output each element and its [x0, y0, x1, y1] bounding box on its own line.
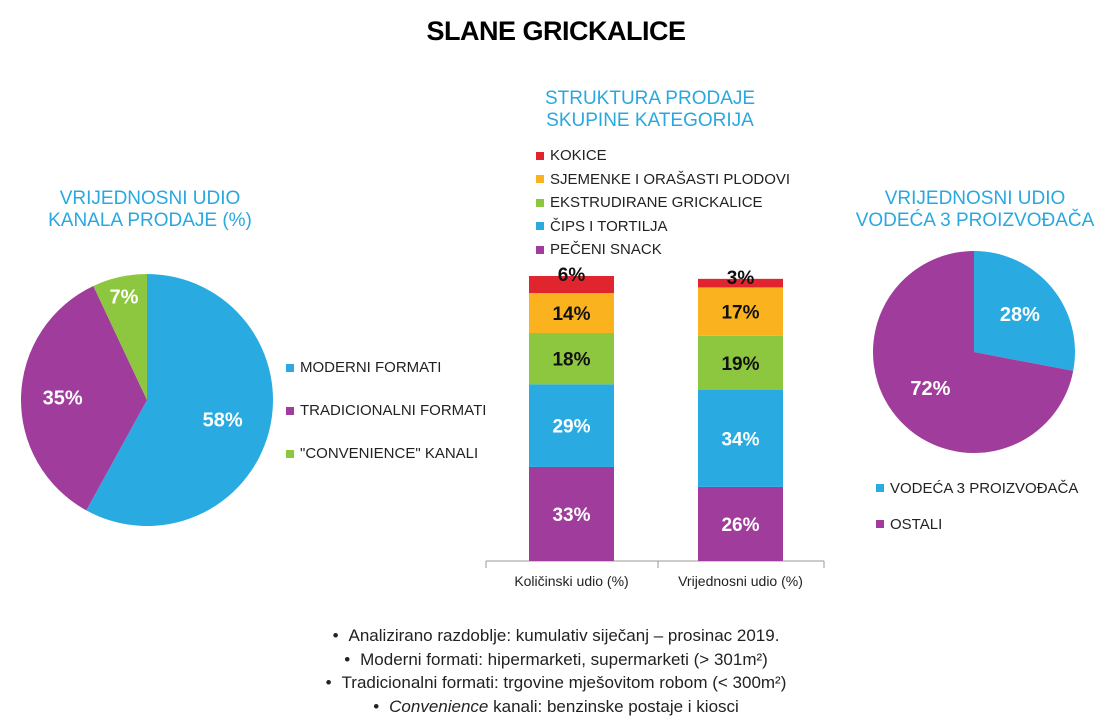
footnote-4 — [0, 695, 1112, 719]
bar-label-ips-i-tortilja-0: 29% — [552, 416, 591, 438]
footnote-text: Convenience — [389, 696, 489, 716]
producers-pie-legend-swatch — [876, 484, 884, 492]
structure-bar-legend-item-sjemenke-i-ora-asti-plodovi — [536, 168, 790, 192]
producers-pie-label-ostali: 72% — [910, 378, 951, 401]
bar-label-pe-eni-snack-0: 33% — [552, 504, 591, 526]
structure-bar-title-line-1: STRUKTURA PRODAJE — [544, 88, 756, 109]
channel-pie-label-moderni-formati: 58% — [202, 409, 243, 432]
footnotes — [0, 624, 1112, 718]
producers-pie-title-line-2: VODEĆA 3 PROIZVOĐAČA — [855, 210, 1095, 231]
bar-label-kokice-0: 6% — [557, 265, 586, 286]
structure-bar-legend-swatch — [536, 246, 544, 254]
structure-bar-legend-swatch — [536, 152, 544, 160]
channel-pie-legend-label: MODERNI FORMATI — [300, 359, 442, 376]
channel-pie-legend-item-tradicionalni-formati — [286, 389, 486, 432]
structure-bar-legend-label: KOKICE — [550, 147, 607, 165]
bar-label-sjemenke-i-ora-asti-plodovi-0: 14% — [552, 304, 591, 326]
bar-category-label-0: Količinski udio (%) — [514, 573, 629, 589]
channel-pie-label-convenience-kanali: 7% — [109, 286, 139, 309]
page-title: SLANE GRICKALICE — [426, 16, 686, 46]
channel-pie-legend-item-convenience-kanali — [286, 432, 486, 475]
channel-pie-title-line-1: VRIJEDNOSNI UDIO — [59, 188, 241, 209]
channel-pie-legend-swatch — [286, 364, 294, 372]
producers-pie-label-vode-a-3-proizvo-a-a: 28% — [999, 304, 1040, 327]
bar-label-kokice-1: 3% — [726, 267, 755, 289]
producers-pie-title-line-1: VRIJEDNOSNI UDIO — [884, 188, 1066, 209]
producers-pie-legend — [876, 470, 1078, 542]
structure-bar-legend — [536, 144, 790, 262]
footnote-bullet: • — [325, 673, 332, 692]
channel-pie-legend-label: TRADICIONALNI FORMATI — [300, 402, 487, 419]
channel-pie-legend-swatch — [286, 450, 294, 458]
footnote-bullet: • — [344, 649, 351, 669]
channel-pie-title-line-2: KANALA PRODAJE (%) — [48, 210, 252, 231]
structure-bar-legend-label: EKSTRUDIRANE GRICKALICE — [550, 194, 763, 212]
channel-pie-legend-item-moderni-formati — [286, 346, 486, 389]
structure-bar-legend-swatch — [536, 222, 544, 230]
footnote-text: Tradicionalni formati: trgovine mješovitom robom (< 300m²) — [341, 673, 787, 692]
channel-pie-legend — [286, 346, 486, 475]
footnote-2 — [0, 648, 1112, 672]
bar-label-pe-eni-snack-1: 26% — [721, 514, 760, 536]
footnote-3 — [0, 671, 1112, 695]
channel-pie-legend-label: "CONVENIENCE" KANALI — [300, 445, 479, 462]
bar-label-ekstrudirane-grickalice-0: 18% — [552, 349, 591, 371]
producers-pie-legend-label: OSTALI — [890, 515, 943, 533]
structure-bar-title-line-2: SKUPINE KATEGORIJA — [546, 110, 754, 131]
footnote-bullet: • — [332, 626, 339, 645]
structure-bar-legend-label: PEČENI SNACK — [550, 241, 662, 259]
producers-pie-legend-label: VODEĆA 3 PROIZVOĐAČA — [890, 479, 1079, 497]
channel-pie-label-tradicionalni-formati: 35% — [42, 387, 83, 410]
bar-category-label-1: Vrijednosni udio (%) — [678, 573, 803, 589]
producers-pie-legend-swatch — [876, 520, 884, 528]
structure-bar-legend-label: ČIPS I TORTILJA — [550, 217, 668, 235]
structure-bar-legend-swatch — [536, 175, 544, 183]
structure-bar-legend-item-kokice — [536, 144, 790, 168]
structure-bar-legend-swatch — [536, 199, 544, 207]
footnote-1 — [0, 624, 1112, 648]
structure-bar-legend-item-ips-i-tortilja — [536, 215, 790, 239]
channel-pie-legend-swatch — [286, 407, 294, 415]
bar-label-sjemenke-i-ora-asti-plodovi-1: 17% — [721, 302, 760, 324]
structure-bar-legend-item-pe-eni-snack — [536, 238, 790, 262]
footnote-bullet: • — [373, 696, 380, 716]
producers-pie-legend-item-vode-a-3-proizvo-a-a — [876, 470, 1078, 506]
footnote-text: Moderni formati: hipermarketi, supermarketi (> 301m²) — [360, 649, 768, 669]
structure-bar-legend-item-ekstrudirane-grickalice — [536, 191, 790, 215]
bar-label-ekstrudirane-grickalice-1: 19% — [721, 353, 760, 375]
structure-bar-legend-label: SJEMENKE I ORAŠASTI PLODOVI — [550, 170, 791, 188]
footnote-text: Analizirano razdoblje: kumulativ siječanj – prosinac 2019. — [348, 626, 780, 645]
bar-label-ips-i-tortilja-1: 34% — [721, 429, 760, 451]
footnote-text: kanali: benzinske postaje i kiosci — [488, 696, 739, 716]
producers-pie-legend-item-ostali — [876, 506, 1078, 542]
